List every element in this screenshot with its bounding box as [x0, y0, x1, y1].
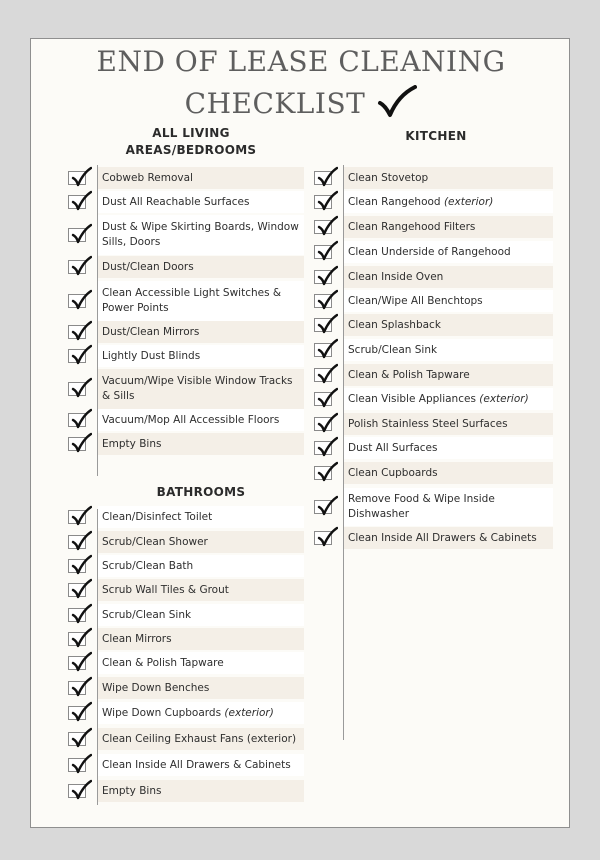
checklist-page: [30, 38, 570, 828]
checkmark-icon: [316, 412, 338, 434]
checkmark-icon: [316, 265, 338, 287]
kitchen-checkbox-clean-wipe-all-benchtops[interactable]: [314, 294, 332, 308]
bathroom-item-text: [102, 706, 274, 721]
bathroom-checkbox-clean-inside-all-drawers-cabinets[interactable]: [68, 758, 86, 772]
kitchen-item-label: Clean Rangehood Filters: [348, 220, 476, 233]
checkmark-icon: [316, 313, 338, 335]
kitchen-item-label: Clean Stovetop: [348, 171, 429, 184]
living-item-label: Dust & Wipe Skirting Boards, Window Sills, Doors: [102, 221, 299, 248]
living-item-label: Dust/Clean Mirrors: [102, 325, 200, 338]
kitchen-item-text: [348, 392, 529, 407]
bathroom-item-scrub-wall-tiles-grout: [98, 579, 304, 601]
title-line-1: END OF LEASE CLEANING: [96, 45, 506, 78]
bathroom-checkbox-clean-ceiling-exhaust-fans-exterior[interactable]: [68, 732, 86, 746]
kitchen-item-label: Clean Inside All Drawers & Cabinets: [348, 531, 537, 544]
kitchen-item-clean-polish-tapware: [344, 364, 553, 386]
kitchen-item-text: [348, 195, 493, 210]
kitchen-heading: KITCHEN: [405, 129, 467, 143]
kitchen-item-clean-stovetop: [344, 167, 553, 189]
kitchen-item-label: Clean Rangehood: [348, 195, 441, 208]
checkmark-icon: [70, 289, 92, 311]
kitchen-item-label: Clean & Polish Tapware: [348, 368, 470, 381]
living-checkbox-dust-clean-mirrors[interactable]: [68, 325, 86, 339]
living-checkbox-lightly-dust-blinds[interactable]: [68, 349, 86, 363]
kitchen-checkbox-clean-cupboards[interactable]: [314, 466, 332, 480]
checkmark-icon: [70, 651, 92, 673]
living-item-label: Dust All Reachable Surfaces: [102, 195, 250, 208]
bathroom-checkbox-clean-polish-tapware[interactable]: [68, 656, 86, 670]
bathroom-item-clean-mirrors: [98, 628, 304, 650]
bathroom-item-clean-polish-tapware: [98, 652, 304, 674]
bathroom-checkbox-scrub-clean-bath[interactable]: [68, 559, 86, 573]
checkmark-icon: [70, 505, 92, 527]
checkmark-icon: [70, 166, 92, 188]
kitchen-item-label: Polish Stainless Steel Surfaces: [348, 417, 508, 430]
kitchen-item-clean-cupboards: [344, 462, 553, 484]
living-checkbox-clean-accessible-light-switches-power-points[interactable]: [68, 294, 86, 308]
checkmark-icon: [316, 190, 338, 212]
bathroom-checkbox-empty-bins[interactable]: [68, 784, 86, 798]
kitchen-item-label: Remove Food & Wipe Inside Dishwasher: [348, 493, 495, 520]
bathroom-item-label: Empty Bins: [102, 784, 162, 797]
checkmark-icon: [316, 363, 338, 385]
kitchen-item-label: Clean Visible Appliances: [348, 392, 476, 405]
item-suffix: (exterior): [479, 392, 529, 405]
kitchen-checkbox-remove-food-wipe-inside-dishwasher[interactable]: [314, 500, 332, 514]
bathroom-item-label: Clean & Polish Tapware: [102, 656, 224, 669]
bathroom-item-scrub-clean-shower: [98, 531, 304, 553]
living-item-label: Dust/Clean Doors: [102, 260, 194, 273]
item-suffix: (exterior): [224, 706, 274, 719]
living-item-dust-clean-doors: [98, 256, 304, 278]
bathroom-checkbox-scrub-clean-sink[interactable]: [68, 608, 86, 622]
bathroom-item-label: Clean Mirrors: [102, 632, 172, 645]
kitchen-checkbox-clean-stovetop[interactable]: [314, 171, 332, 185]
bathroom-checkbox-clean-disinfect-toilet[interactable]: [68, 510, 86, 524]
living-heading: [111, 125, 271, 159]
living-checkbox-dust-all-reachable-surfaces[interactable]: [68, 195, 86, 209]
bathroom-item-label: Wipe Down Cupboards: [102, 706, 222, 719]
bathroom-item-clean-ceiling-exhaust-fans-exterior: [98, 728, 304, 750]
kitchen-checkbox-scrub-clean-sink[interactable]: [314, 343, 332, 357]
checkmark-icon: [316, 338, 338, 360]
kitchen-item-label: Dust All Surfaces: [348, 441, 438, 454]
checkmark-icon: [70, 320, 92, 342]
kitchen-checkbox-clean-splashback[interactable]: [314, 318, 332, 332]
checkmark-icon: [316, 461, 338, 483]
living-heading-line-1: ALL LIVING: [152, 126, 230, 140]
kitchen-item-dust-all-surfaces: [344, 437, 553, 459]
bathroom-item-label: Wipe Down Benches: [102, 681, 210, 694]
bathroom-checkbox-clean-mirrors[interactable]: [68, 632, 86, 646]
living-item-empty-bins: [98, 433, 304, 455]
checkmark-icon: [316, 526, 338, 548]
checkmark-icon: [316, 289, 338, 311]
kitchen-item-label: Clean Cupboards: [348, 466, 438, 479]
checkmark-icon: [70, 753, 92, 775]
kitchen-item-remove-food-wipe-inside-dishwasher: [344, 488, 553, 526]
kitchen-item-clean-visible-appliances: [344, 388, 553, 410]
kitchen-item-scrub-clean-sink: [344, 339, 553, 361]
living-checkbox-cobweb-removal[interactable]: [68, 171, 86, 185]
kitchen-item-label: Clean Underside of Rangehood: [348, 245, 511, 258]
bathroom-item-label: Clean/Disinfect Toilet: [102, 510, 213, 523]
bathroom-item-label: Scrub/Clean Sink: [102, 608, 192, 621]
living-item-label: Vacuum/Wipe Visible Window Tracks & Sills: [102, 375, 293, 402]
checkmark-icon: [70, 223, 92, 245]
living-item-vacuum-wipe-visible-window-tracks-sills: [98, 369, 304, 409]
living-checkbox-dust-clean-doors[interactable]: [68, 260, 86, 274]
living-item-label: Vacuum/Mop All Accessible Floors: [102, 413, 280, 426]
kitchen-item-clean-wipe-all-benchtops: [344, 290, 553, 312]
living-heading-line-2: AREAS/BEDROOMS: [125, 143, 257, 157]
kitchen-checkbox-clean-inside-oven[interactable]: [314, 270, 332, 284]
living-item-dust-clean-mirrors: [98, 321, 304, 343]
kitchen-item-clean-splashback: [344, 314, 553, 336]
bathroom-item-clean-disinfect-toilet: [98, 506, 304, 528]
bathroom-item-label: Scrub Wall Tiles & Grout: [102, 583, 229, 596]
checkmark-icon: [70, 432, 92, 454]
checkmark-icon: [70, 701, 92, 723]
kitchen-item-label: Clean/Wipe All Benchtops: [348, 294, 483, 307]
living-checkbox-dust-wipe-skirting-boards-window-sills-doors[interactable]: [68, 228, 86, 242]
living-checkbox-empty-bins[interactable]: [68, 437, 86, 451]
bathroom-checkbox-scrub-wall-tiles-grout[interactable]: [68, 583, 86, 597]
bathroom-item-label: Scrub/Clean Bath: [102, 559, 194, 572]
checkmark-icon: [70, 344, 92, 366]
bathroom-checkbox-wipe-down-cupboards[interactable]: [68, 706, 86, 720]
bathroom-item-wipe-down-benches: [98, 677, 304, 699]
checkmark-icon: [316, 215, 338, 237]
kitchen-item-clean-underside-of-rangehood: [344, 241, 553, 263]
title-line-2: [31, 85, 571, 126]
living-item-vacuum-mop-all-accessible-floors: [98, 409, 304, 431]
checkmark-icon: [70, 603, 92, 625]
checkmark-icon: [316, 436, 338, 458]
item-suffix: (exterior): [443, 195, 494, 208]
checkmark-icon: [70, 727, 92, 749]
checkmark-icon: [70, 627, 92, 649]
kitchen-item-clean-rangehood: [344, 191, 553, 213]
bathroom-checkbox-scrub-clean-shower[interactable]: [68, 535, 86, 549]
living-item-dust-all-reachable-surfaces: [98, 191, 304, 213]
kitchen-checkbox-clean-underside-of-rangehood[interactable]: [314, 245, 332, 259]
living-item-label: Empty Bins: [102, 437, 162, 450]
living-item-label: Clean Accessible Light Switches & Power Points: [102, 287, 282, 314]
kitchen-checkbox-clean-inside-all-drawers-cabinets[interactable]: [314, 531, 332, 545]
bathroom-item-wipe-down-cupboards: [98, 702, 304, 724]
living-item-lightly-dust-blinds: [98, 345, 304, 367]
kitchen-item-label: Scrub/Clean Sink: [348, 343, 438, 356]
kitchen-item-polish-stainless-steel-surfaces: [344, 413, 553, 435]
living-item-label: Cobweb Removal: [102, 171, 193, 184]
kitchen-checkbox-clean-rangehood[interactable]: [314, 195, 332, 209]
kitchen-item-label: Clean Splashback: [348, 318, 441, 331]
bathroom-item-scrub-clean-bath: [98, 555, 304, 577]
title-line-2-text: CHECKLIST: [184, 87, 366, 120]
checkmark-icon: [70, 408, 92, 430]
bathrooms-heading: BATHROOMS: [156, 485, 246, 499]
bathroom-item-label: Clean Inside All Drawers & Cabinets: [102, 758, 291, 771]
bathroom-item-label: Scrub/Clean Shower: [102, 535, 208, 548]
living-item-label: Lightly Dust Blinds: [102, 349, 201, 362]
checkmark-icon: [70, 578, 92, 600]
checkmark-icon: [70, 377, 92, 399]
kitchen-checkbox-dust-all-surfaces[interactable]: [314, 441, 332, 455]
checkmark-icon: [316, 387, 338, 409]
checkmark-icon: [70, 190, 92, 212]
kitchen-item-clean-inside-all-drawers-cabinets: [344, 527, 553, 549]
kitchen-checkbox-polish-stainless-steel-surfaces[interactable]: [314, 417, 332, 431]
bathroom-item-label: Clean Ceiling Exhaust Fans (exterior): [102, 732, 297, 745]
living-checkbox-vacuum-wipe-visible-window-tracks-sills[interactable]: [68, 382, 86, 396]
kitchen-checkbox-clean-rangehood-filters[interactable]: [314, 220, 332, 234]
kitchen-item-label: Clean Inside Oven: [348, 270, 444, 283]
checkmark-icon: [70, 530, 92, 552]
checkmark-icon: [70, 554, 92, 576]
checkmark-icon: [70, 676, 92, 698]
bathroom-item-clean-inside-all-drawers-cabinets: [98, 754, 304, 776]
kitchen-item-clean-rangehood-filters: [344, 216, 553, 238]
living-item-dust-wipe-skirting-boards-window-sills-doors: [98, 215, 304, 255]
living-item-cobweb-removal: [98, 167, 304, 189]
checkmark-icon: [316, 166, 338, 188]
living-item-clean-accessible-light-switches-power-points: [98, 281, 304, 321]
kitchen-checkbox-clean-visible-appliances[interactable]: [314, 392, 332, 406]
bathroom-checkbox-wipe-down-benches[interactable]: [68, 681, 86, 695]
checkmark-icon: [316, 240, 338, 262]
kitchen-checkbox-clean-polish-tapware[interactable]: [314, 368, 332, 382]
bathroom-item-scrub-clean-sink: [98, 604, 304, 626]
bathroom-item-empty-bins: [98, 780, 304, 802]
checkmark-icon: [70, 255, 92, 277]
checkmark-icon: [316, 495, 338, 517]
kitchen-item-clean-inside-oven: [344, 266, 553, 288]
checkmark-icon: [377, 85, 417, 126]
checkmark-icon: [70, 779, 92, 801]
living-checkbox-vacuum-mop-all-accessible-floors[interactable]: [68, 413, 86, 427]
